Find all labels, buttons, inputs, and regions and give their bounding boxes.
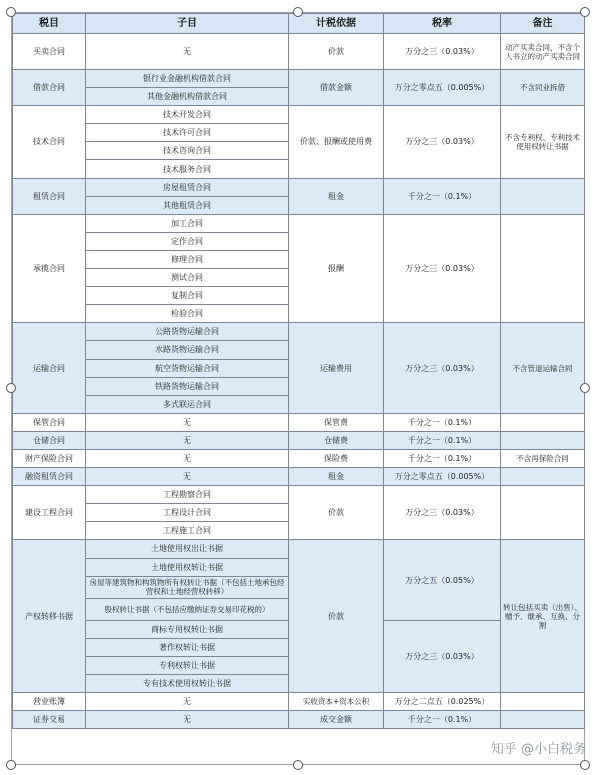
sub-item: 无	[86, 468, 289, 486]
sub-item: 测试合同	[86, 269, 289, 287]
note	[501, 178, 585, 214]
table-row	[13, 70, 585, 88]
resize-handle-top-left[interactable]	[6, 7, 16, 17]
tax-item: 运输合同	[13, 323, 86, 413]
sub-item: 专有技术使用权转让书据	[86, 674, 289, 692]
rate: 万分之二点五（0.025%）	[384, 693, 501, 711]
note: 不含再保险合同	[501, 449, 585, 467]
sub-item: 土地使用权转让书据	[86, 558, 289, 576]
table-row	[13, 413, 585, 431]
sub-item: 多式联运合同	[86, 395, 289, 413]
resize-handle-middle-right[interactable]	[580, 383, 590, 393]
tax-item: 财产保险合同	[13, 449, 86, 467]
table-row	[13, 323, 585, 341]
sub-item: 房屋等建筑物和构筑物所有权转让书据（不包括土地承包经营权和土地经营权转移）	[86, 576, 289, 598]
resize-handle-bottom-left[interactable]	[6, 760, 16, 770]
tax-item: 借款合同	[13, 70, 86, 106]
sub-item: 无	[86, 431, 289, 449]
tax-item: 买卖合同	[13, 34, 86, 70]
resize-handle-bottom-right[interactable]	[580, 760, 590, 770]
sub-item: 无	[86, 449, 289, 467]
rate: 千分之一（0.1%）	[384, 413, 501, 431]
basis: 价款	[289, 34, 384, 70]
header-tax-item: 税目	[13, 14, 86, 34]
basis: 租金	[289, 468, 384, 486]
table-row	[13, 214, 585, 232]
sub-item: 房屋租赁合同	[86, 178, 289, 196]
sub-item: 修理合同	[86, 250, 289, 268]
note: 转让包括买卖（出售）、赠予、继承、互换、分割	[501, 540, 585, 693]
sub-item: 工程设计合同	[86, 504, 289, 522]
rate: 万分之三（0.03%）	[384, 214, 501, 323]
header-rate: 税率	[384, 14, 501, 34]
basis: 实收资本+资本公积	[289, 693, 384, 711]
tax-item: 建设工程合同	[13, 486, 86, 540]
table-row	[13, 449, 585, 467]
sub-item: 土地使用权出让书据	[86, 540, 289, 558]
rate: 千分之一（0.1%）	[384, 431, 501, 449]
rate: 千分之一（0.1%）	[384, 711, 501, 729]
sub-item: 复制合同	[86, 287, 289, 305]
table-row	[13, 486, 585, 504]
header-basis: 计税依据	[289, 14, 384, 34]
sub-item: 无	[86, 413, 289, 431]
sub-item: 其他租赁合同	[86, 196, 289, 214]
tax-item: 仓储合同	[13, 431, 86, 449]
sub-item: 加工合同	[86, 214, 289, 232]
basis: 租金	[289, 178, 384, 214]
note	[501, 214, 585, 323]
rate: 万分之三（0.03%）	[384, 34, 501, 70]
sub-item: 工程勘察合同	[86, 486, 289, 504]
sub-item: 检验合同	[86, 305, 289, 323]
basis: 仓储费	[289, 431, 384, 449]
sub-item: 专利权转让书据	[86, 656, 289, 674]
sub-item: 定作合同	[86, 232, 289, 250]
rate: 万分之零点五（0.005%）	[384, 70, 501, 106]
tax-item: 保管合同	[13, 413, 86, 431]
basis: 运输费用	[289, 323, 384, 413]
rate: 万分之三（0.03%）	[384, 620, 501, 692]
table-row	[13, 431, 585, 449]
sub-item: 铁路货物运输合同	[86, 377, 289, 395]
sub-item: 技术开发合同	[86, 106, 289, 124]
basis: 保险费	[289, 449, 384, 467]
sub-item: 技术许可合同	[86, 124, 289, 142]
sub-item: 水路货物运输合同	[86, 341, 289, 359]
table-row	[13, 540, 585, 558]
basis: 价款	[289, 540, 384, 693]
note	[501, 413, 585, 431]
rate: 千分之一（0.1%）	[384, 449, 501, 467]
table-row	[13, 468, 585, 486]
rate: 万分之三（0.03%）	[384, 106, 501, 178]
table-row	[13, 106, 585, 124]
note: 不含管道运输合同	[501, 323, 585, 413]
basis: 借款金额	[289, 70, 384, 106]
resize-handle-top-right[interactable]	[580, 7, 590, 17]
sub-item: 航空货物运输合同	[86, 359, 289, 377]
sub-item: 无	[86, 34, 289, 70]
tax-item: 融资租赁合同	[13, 468, 86, 486]
basis: 报酬	[289, 214, 384, 323]
resize-handle-bottom-center[interactable]	[293, 760, 303, 770]
rate: 万分之三（0.03%）	[384, 323, 501, 413]
note: 动产买卖合同，不含个人书立的动产买卖合同	[501, 34, 585, 70]
sub-item: 商标专用权转让书据	[86, 620, 289, 638]
tax-item: 承揽合同	[13, 214, 86, 323]
rate: 千分之一（0.1%）	[384, 178, 501, 214]
sub-item: 股权转让书据（不包括应缴纳证券交易印花税的）	[86, 598, 289, 620]
sub-item: 技术咨询合同	[86, 142, 289, 160]
rate: 万分之五（0.05%）	[384, 540, 501, 620]
note: 不含专利权、专利技术使用权转让书据	[501, 106, 585, 178]
table-row	[13, 693, 585, 711]
table-row	[13, 711, 585, 729]
sub-item: 工程施工合同	[86, 522, 289, 540]
sub-item: 技术服务合同	[86, 160, 289, 178]
resize-handle-top-center[interactable]	[293, 7, 303, 17]
rate: 万分之三（0.03%）	[384, 486, 501, 540]
resize-handle-middle-left[interactable]	[6, 383, 16, 393]
basis: 价款	[289, 486, 384, 540]
tax-item: 营业账簿	[13, 693, 86, 711]
basis: 成交金额	[289, 711, 384, 729]
note	[501, 431, 585, 449]
stamp-tax-table	[12, 13, 585, 729]
sub-item: 无	[86, 693, 289, 711]
sub-item: 其他金融机构借款合同	[86, 88, 289, 106]
note: 不含同业拆借	[501, 70, 585, 106]
basis: 保管费	[289, 413, 384, 431]
note	[501, 468, 585, 486]
tax-item: 产权转移书据	[13, 540, 86, 693]
note	[501, 486, 585, 540]
watermark-text: 知乎 @小白税务	[490, 742, 586, 757]
table-row	[13, 178, 585, 196]
sub-item: 公路货物运输合同	[86, 323, 289, 341]
tax-item: 租赁合同	[13, 178, 86, 214]
table-row	[13, 34, 585, 70]
header-note: 备注	[501, 14, 585, 34]
header-sub-item: 子目	[86, 14, 289, 34]
note	[501, 693, 585, 711]
tax-item: 证券交易	[13, 711, 86, 729]
rate: 万分之零点五（0.005%）	[384, 468, 501, 486]
tax-item: 技术合同	[13, 106, 86, 178]
note	[501, 711, 585, 729]
sub-item: 银行业金融机构借款合同	[86, 70, 289, 88]
sub-item: 无	[86, 711, 289, 729]
sub-item: 著作权转让书据	[86, 638, 289, 656]
basis: 价款、报酬或使用费	[289, 106, 384, 178]
